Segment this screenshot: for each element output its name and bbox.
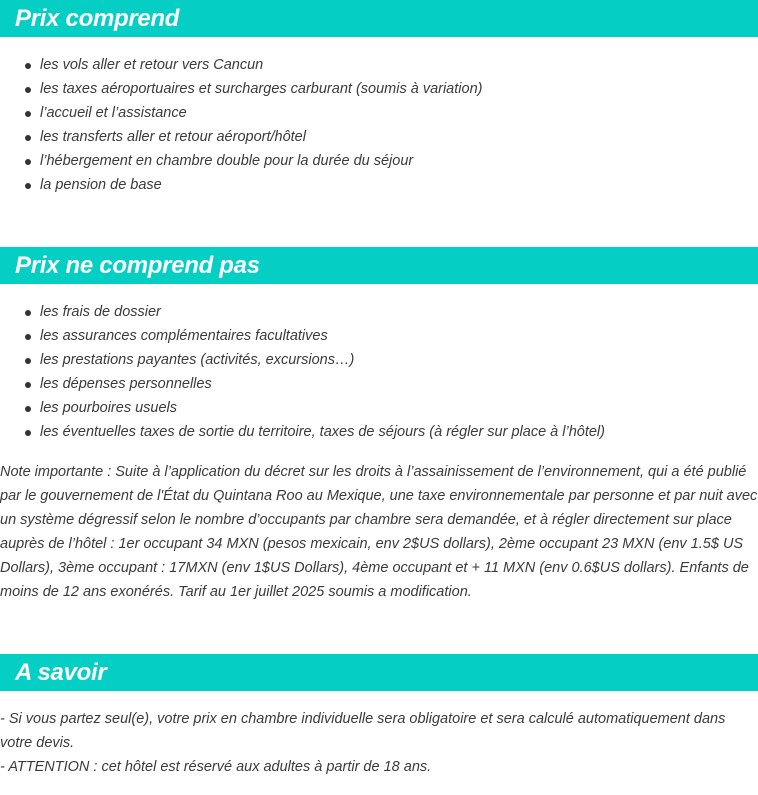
list-item: l’hébergement en chambre double pour la durée du séjour bbox=[0, 149, 482, 173]
list-item: les éventuelles taxes de sortie du territoire, taxes de séjours (à régler sur place à l’hôtel) bbox=[0, 420, 605, 444]
bullet-icon bbox=[25, 63, 31, 69]
section-title: Prix comprend bbox=[15, 5, 180, 32]
list-item: les transferts aller et retour aéroport/hôtel bbox=[0, 125, 482, 149]
list-item: les frais de dossier bbox=[0, 300, 605, 324]
list-item: la pension de base bbox=[0, 173, 482, 197]
bullet-icon bbox=[25, 358, 31, 364]
list-item: les pourboires usuels bbox=[0, 396, 605, 420]
list-item: les taxes aéroportuaires et surcharges carburant (soumis à variation) bbox=[0, 77, 482, 101]
bullet-icon bbox=[25, 111, 31, 117]
bullet-icon bbox=[25, 430, 31, 436]
excluded-list bbox=[0, 300, 605, 444]
included-list bbox=[0, 53, 482, 197]
section-title: A savoir bbox=[15, 659, 107, 686]
section-header-prix-comprend bbox=[0, 0, 758, 37]
bullet-icon bbox=[25, 382, 31, 388]
bullet-icon bbox=[25, 135, 31, 141]
section-header-prix-ne-comprend-pas bbox=[0, 247, 758, 284]
bullet-icon bbox=[25, 87, 31, 93]
important-note: Note importante : Suite à l’application du décret sur les droits à l’assainissement de l’environnement, qui a été publié par le gouvernement de l'État du Quintana Roo au Mexique, une taxe environnementale par personne et par nuit avec un système dégressif selon le nombre d’occupants par chambre sera demandée, et à régler directement sur place auprès de l’hôtel : 1er occupant 34 MXN (pesos mexicain, env 2$US dollars), 2ème occupant 23 MXN (env 1.5$ US Dollars), 3ème occupant : 17MXN (env 1$US Dollars), 4ème occupant et + 11 MXN (env 0.6$US dollars). Enfants de moins de 12 ans exonérés. Tarif au 1er juillet 2025 soumis a modification. bbox=[0, 464, 758, 600]
list-item: les vols aller et retour vers Cancun bbox=[0, 53, 482, 77]
section-title: Prix ne comprend pas bbox=[15, 252, 260, 279]
bullet-icon bbox=[25, 334, 31, 340]
list-item: les assurances complémentaires facultatives bbox=[0, 324, 605, 348]
savoir-line-solo: - Si vous partez seul(e), votre prix en chambre individuelle sera obligatoire et sera calculé automatiquement dans votre devis. bbox=[0, 711, 726, 751]
bullet-icon bbox=[25, 159, 31, 165]
list-item: les dépenses personnelles bbox=[0, 372, 605, 396]
section-header-a-savoir bbox=[0, 654, 758, 691]
list-item: les prestations payantes (activités, excursions…) bbox=[0, 348, 605, 372]
bullet-icon bbox=[25, 406, 31, 412]
bullet-icon bbox=[25, 183, 31, 189]
list-item: l’accueil et l’assistance bbox=[0, 101, 482, 125]
bullet-icon bbox=[25, 310, 31, 316]
savoir-line-adults-only: - ATTENTION : cet hôtel est réservé aux adultes à partir de 18 ans. bbox=[0, 759, 432, 775]
